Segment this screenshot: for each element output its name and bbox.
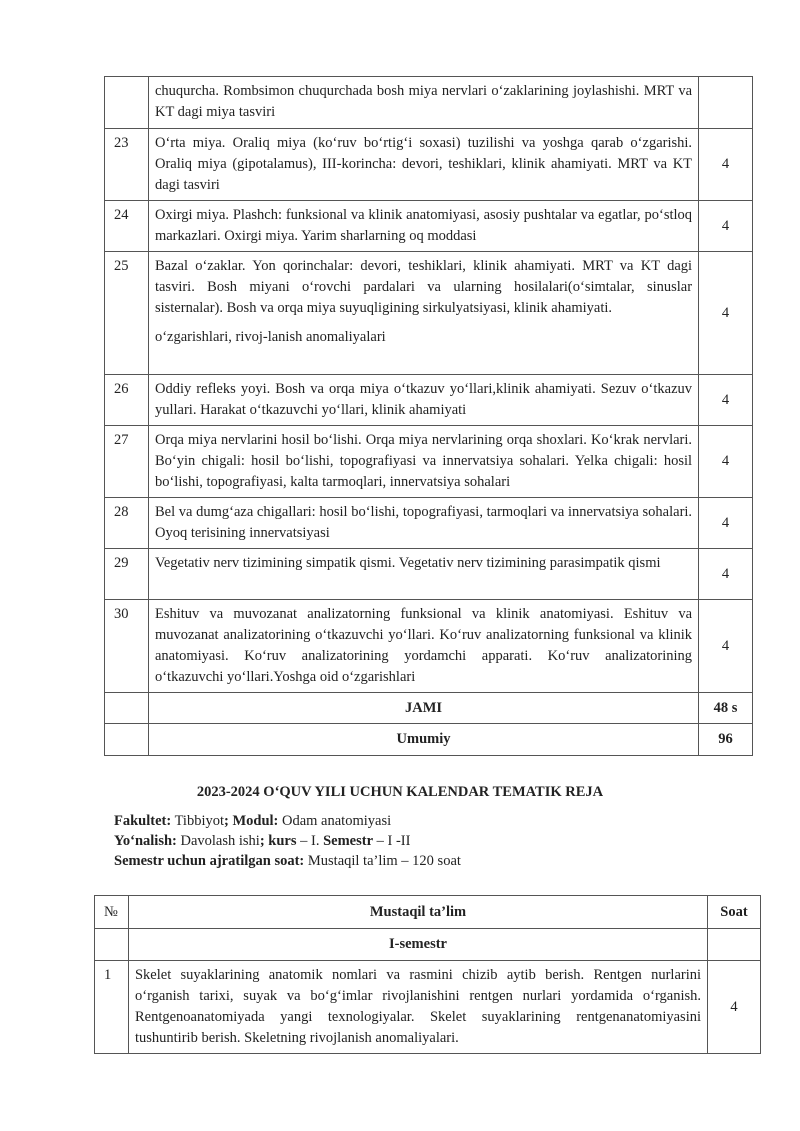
row-number: 30 (105, 600, 149, 693)
semester-value: – I -II (376, 833, 411, 849)
hours-label: Semestr uchun ajratilgan soat: (114, 853, 305, 869)
table-row (105, 426, 753, 498)
row-hours (699, 77, 753, 129)
row-number: 28 (105, 498, 149, 549)
row-topic: chuqurcha. Rombsimon chuqurchada bosh miya nervlari o‘zaklarining joylashishi. MRT va KT dagi miya tasviri (148, 77, 698, 129)
direction-line (114, 831, 410, 852)
header-hours: Soat (708, 896, 761, 929)
row-topic-text: Bazal o‘zaklar. Yon qorinchalar: devori, teshiklari, klinik ahamiyati. MRT va KT dagi tasviri. Bosh miyani o‘rovchi pardalari va ularning hosilalari(o‘simtalar, sinuslar sisternalar). Bosh va orqa miya suyuqligining sirkulyatsiyasi, klinik ahamiyati. (154, 258, 693, 316)
semester-row (95, 929, 761, 961)
row-number: 1 (95, 961, 129, 1054)
course-value: – I. (300, 833, 320, 849)
module-label: ; Modul: (224, 813, 279, 829)
total-blank (105, 693, 149, 724)
row-topic: Oddiy refleks yoyi. Bosh va orqa miya o‘tkazuv yo‘llari,klinik ahamiyati. Sezuv o‘tkazuv yullari. Harakat o‘tkazuvchi yo‘llari, klinik ahamiyati (148, 375, 698, 426)
row-number: 27 (105, 426, 149, 498)
row-number: 29 (105, 549, 149, 600)
semester-hours-blank (708, 929, 761, 961)
table-header (95, 896, 761, 929)
row-hours: 4 (699, 498, 753, 549)
table-row (105, 129, 753, 201)
row-hours: 4 (708, 961, 761, 1054)
table-row (105, 375, 753, 426)
row-hours: 4 (699, 426, 753, 498)
row-hours: 4 (699, 129, 753, 201)
table-row (105, 201, 753, 252)
row-topic: Vegetativ nerv tizimining simpatik qismi. Vegetativ nerv tizimining parasimpatik qismi (148, 549, 698, 600)
row-number: 23 (105, 129, 149, 201)
row-topic: Eshituv va muvozanat analizatorning funksional va klinik anatomiyasi. Eshituv va muvozanat analizatorining o‘tkazuvchi yo‘llari. Ko‘ruv analizatorning funksional va klinik anatomiyasi. Ko‘ruv analizatorining yordamchi apparati. Ko‘ruv analizatorining o‘tkazuvchi yo‘llari.Yoshga oid o‘zgarishlari (148, 600, 698, 693)
faculty-label: Fakultet: (114, 813, 172, 829)
row-hours: 4 (699, 252, 753, 375)
row-hours: 4 (699, 549, 753, 600)
header-title: Mustaqil ta’lim (128, 896, 707, 929)
row-topic (148, 252, 698, 375)
table-row (105, 498, 753, 549)
table-row (105, 549, 753, 600)
table-row (105, 600, 753, 693)
total-row (105, 693, 753, 724)
row-topic: Oxirgi miya. Plashch: funksional va klinik anatomiyasi, asosiy pushtalar va egatlar, po‘stloq markazlari. Oxirgi miya. Yarim sharlarning oq moddasi (148, 201, 698, 252)
table-row (105, 252, 753, 375)
row-hours: 4 (699, 600, 753, 693)
independent-study-table (94, 895, 761, 1054)
row-number: 25 (105, 252, 149, 375)
hours-value: Mustaqil ta’lim – 120 soat (307, 853, 461, 869)
semester-label: I-semestr (128, 929, 707, 961)
direction-label: Yo‘nalish: (114, 833, 177, 849)
grand-total-blank (105, 724, 149, 756)
grand-total-row (105, 724, 753, 756)
semester-label: Semestr (323, 833, 374, 849)
row-number (105, 77, 149, 129)
total-value: 48 s (699, 693, 753, 724)
row-topic: Skelet suyaklarining anatomik nomlari va rasmini chizib aytib berish. Rentgen nurlarini o‘rganish tarixi, suyak va bo‘g‘imlar rivojlanishini rentgen nurlari yordamida o‘rganish. Rentgenoanatomiyada yangi texnologiyalar. Skelet suyaklarining rentgenanatomiyasini tushuntirib berish. Skeletning rivojlanish anomaliyalari. (128, 961, 707, 1054)
row-topic: O‘rta miya. Oraliq miya (ko‘ruv bo‘rtig‘i soxasi) tuzilishi va yoshga qarab o‘zgarishi. Oraliq miya (gipotalamus), III-korincha: devori, teshiklari, klinik ahamiyati. MRT va KT dagi tasviri (148, 129, 698, 201)
faculty-value: Tibbiyot (174, 813, 224, 829)
table-row (105, 77, 753, 129)
row-hours: 4 (699, 375, 753, 426)
module-value: Odam anatomiyasi (282, 813, 392, 829)
row-hours: 4 (699, 201, 753, 252)
table-row (95, 961, 761, 1054)
hours-line (114, 851, 461, 872)
grand-total-value: 96 (699, 724, 753, 756)
plan-title: 2023-2024 O‘QUV YILI UCHUN KALENDAR TEMATIK REJA (196, 784, 604, 800)
topics-table (104, 76, 753, 756)
row-number: 24 (105, 201, 149, 252)
row-topic-extra: o‘zgarishlari, rivoj-lanish anomaliyalari (154, 329, 386, 345)
row-number: 26 (105, 375, 149, 426)
row-topic: Bel va dumg‘aza chigallari: hosil bo‘lishi, topografiyasi, tarmoqlari va innervatsiya sohalari. Oyoq terisining innervatsiyasi (148, 498, 698, 549)
direction-value: Davolash ishi (180, 833, 260, 849)
grand-total-label: Umumiy (148, 724, 698, 756)
semester-blank (95, 929, 129, 961)
faculty-line (114, 811, 391, 832)
total-label: JAMI (148, 693, 698, 724)
row-topic: Orqa miya nervlarini hosil bo‘lishi. Orqa miya nervlarining orqa shoxlari. Ko‘krak nervlari. Bo‘yin chigali: hosil bo‘lishi, topografiyasi va innervatsiya sohalari. Yelka chigali: hosil bo‘lishi, topografiyasi, kalta tarmoqlari, innervatsiya sohalari (148, 426, 698, 498)
header-number: № (95, 896, 129, 929)
course-label: ; kurs (259, 833, 297, 849)
